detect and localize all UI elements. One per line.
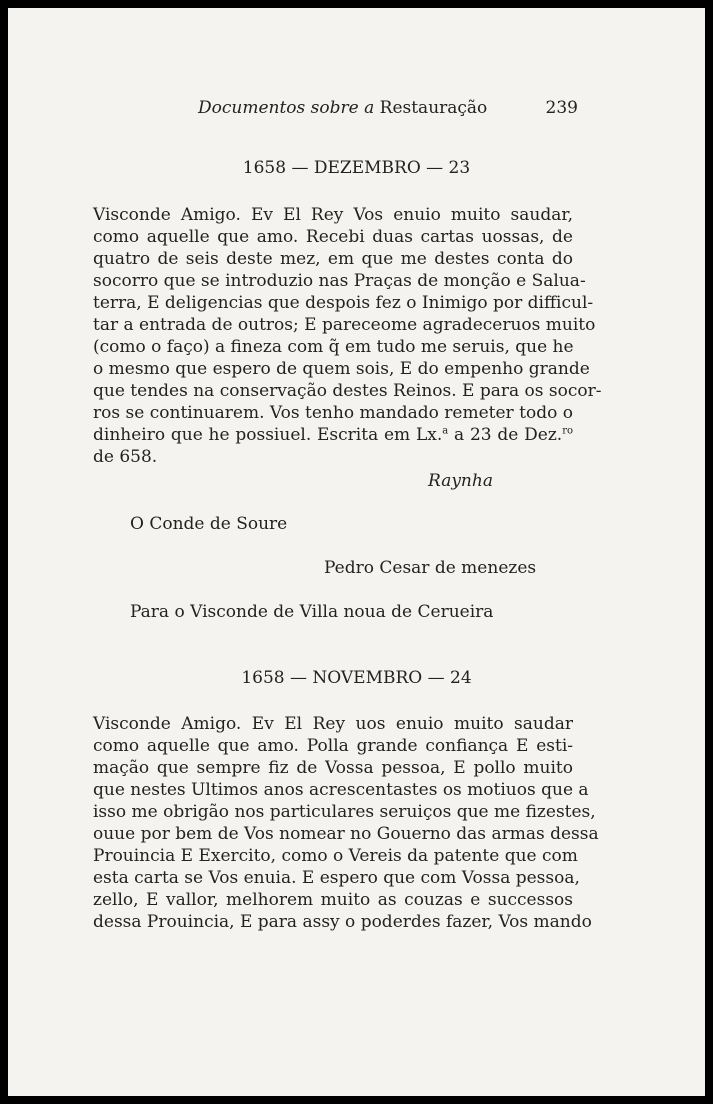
letter-2-line: Prouincia E Exercito, como o Vereis da patente que com (93, 846, 578, 866)
signatory-soure: O Conde de Soure (130, 514, 288, 534)
letter-1-line-date: dinheiro que he possiuel. Escrita em Lx.$^a$ a 23 de Dez.$^{ro}$ (93, 425, 573, 445)
letter-1-line: terra, E deligencias que despois fez o Inimigo por difficul- (93, 293, 594, 313)
document-page (8, 8, 705, 1096)
letter-2-body (93, 713, 599, 933)
letter-1-line: ros se continuarem. Vos tenho mandado remeter todo o (93, 403, 573, 423)
page-number: 239 (545, 98, 578, 118)
letter-1-line: como aquelle que amo. Recebi duas cartas uossas, de (93, 227, 573, 247)
letter-1-line: o mesmo que espero de quem sois, E do empenho grande (93, 359, 590, 379)
letter-1-line: Visconde Amigo. Ev El Rey Vos enuio muito saudar, (93, 205, 573, 225)
letter-1-line: quatro de seis deste mez, em que me destes conta do (93, 249, 573, 269)
letter-1-line: de 658. (93, 447, 158, 467)
running-title: Documentos sobre a Restauração (198, 98, 488, 118)
letter-1-heading: 1658 — DEZEMBRO — 23 (242, 158, 471, 178)
letter-2-line: que nestes Ultimos anos acrescentastes os motiuos que a (93, 780, 589, 800)
queen-signature: Raynha (428, 471, 493, 491)
letter-1-line: que tendes na conservação destes Reinos. E para os socor- (93, 381, 602, 401)
letter-1-addressee: Para o Visconde de Villa noua de Cerueira (130, 602, 494, 622)
letter-2-line: Visconde Amigo. Ev El Rey uos enuio muito saudar (93, 714, 573, 734)
letter-1-line: tar a entrada de outros; E pareceome agradeceruos muito (93, 315, 596, 335)
letter-2-line: esta carta se Vos enuia. E espero que com Vossa pessoa, (93, 868, 580, 888)
letter-2-line: isso me obrigão nos particulares seruiços que me fizestes, (93, 802, 596, 822)
letter-2-heading: 1658 — NOVEMBRO — 24 (241, 668, 472, 688)
letter-2-line: ouue por bem de Vos nomear no Gouerno das armas dessa (93, 824, 599, 844)
letter-1-line: socorro que se introduzio nas Praças de monção e Salua- (93, 271, 586, 291)
running-header (198, 98, 578, 118)
letter-1-line: (como o faço) a fineza com q̃ em tudo me seruis, que he (93, 337, 574, 357)
letter-2-line: mação que sempre fiz de Vossa pessoa, E pollo muito (93, 758, 573, 778)
signatory-menezes: Pedro Cesar de menezes (324, 558, 537, 578)
letter-2-line: dessa Prouincia, E para assy o poderdes fazer, Vos mando (93, 912, 592, 932)
letter-2-line: como aquelle que amo. Polla grande confiança E esti- (93, 736, 573, 756)
letter-2-line: zello, E vallor, melhorem muito as couzas e successos (93, 890, 573, 910)
letter-1-body (93, 204, 602, 468)
